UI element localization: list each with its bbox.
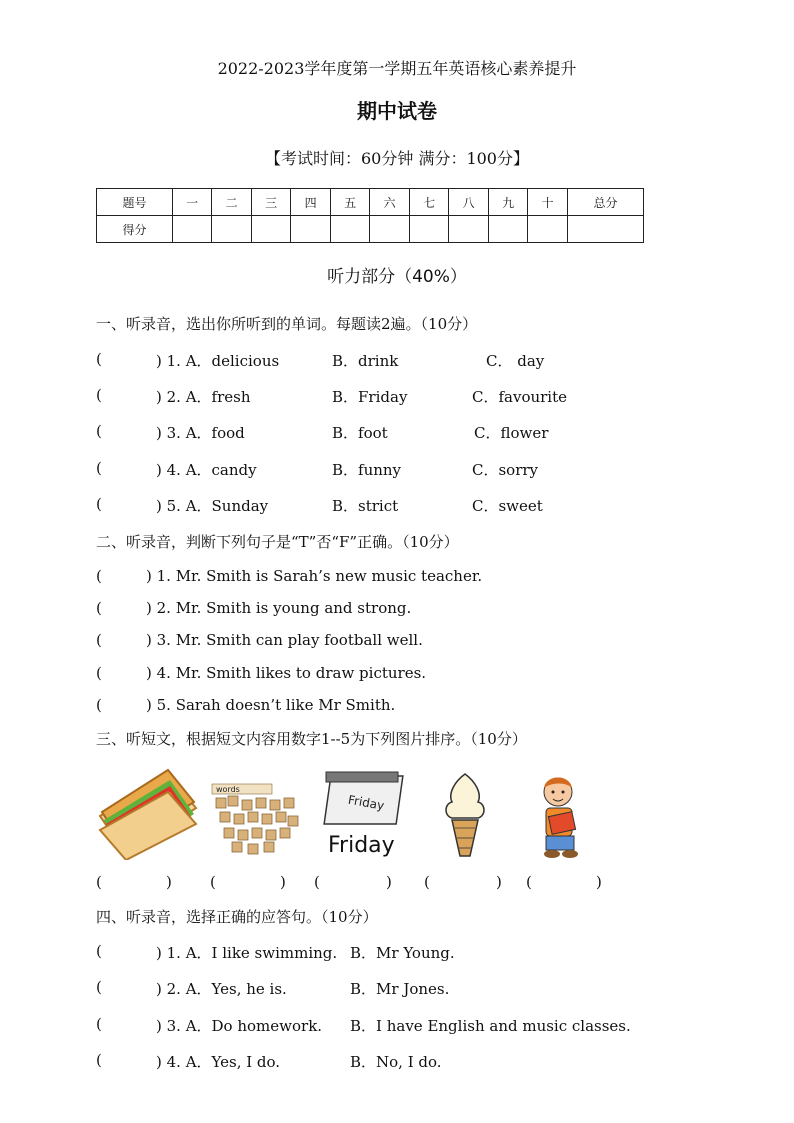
option-a: ) 5. A．Sunday bbox=[156, 497, 269, 515]
score-cell[interactable] bbox=[291, 216, 331, 243]
option-b: B．funny bbox=[332, 461, 402, 479]
order-bracket-close: ) bbox=[166, 873, 172, 891]
score-cell[interactable] bbox=[409, 216, 449, 243]
answer-bracket[interactable]: ( bbox=[96, 978, 102, 996]
exam-time-info: 【考试时间：60分钟 满分：100分】 bbox=[265, 149, 529, 168]
answer-bracket[interactable]: ( bbox=[96, 599, 102, 617]
boy-reading-icon bbox=[532, 768, 592, 860]
statement-text: ) 5. Sarah doesn’t like Mr Smith. bbox=[146, 696, 396, 714]
score-table-cell: 九 bbox=[488, 189, 528, 216]
order-bracket-close: ) bbox=[596, 873, 602, 891]
score-table-cell: 五 bbox=[330, 189, 370, 216]
calendar-caption: Friday bbox=[328, 833, 395, 858]
statement-text: ) 2. Mr. Smith is young and strong. bbox=[146, 599, 412, 617]
option-b: B．No, I do. bbox=[350, 1053, 442, 1071]
exam-year-title: 2022-2023学年度第一学期五年英语核心素养提升 bbox=[217, 59, 577, 78]
score-cell[interactable] bbox=[567, 216, 643, 243]
option-b: B．foot bbox=[332, 424, 388, 442]
option-c: C．favourite bbox=[472, 388, 568, 406]
tiles-word-label: words bbox=[216, 785, 240, 794]
calendar-icon bbox=[318, 768, 414, 860]
picture-row bbox=[96, 768, 616, 860]
option-c: C．flower bbox=[474, 424, 549, 442]
order-bracket-open[interactable]: ( bbox=[96, 873, 102, 891]
score-table-cell: 总分 bbox=[567, 189, 643, 216]
score-table-cell: 一 bbox=[172, 189, 212, 216]
option-a: ) 2. A．fresh bbox=[156, 388, 251, 406]
order-bracket-open[interactable]: ( bbox=[210, 873, 216, 891]
score-table-cell: 七 bbox=[409, 189, 449, 216]
option-a: ) 1. A．delicious bbox=[156, 352, 280, 370]
option-a: ) 3. A．Do homework. bbox=[156, 1017, 323, 1035]
score-table-cell: 八 bbox=[449, 189, 489, 216]
option-b: B．I have English and music classes. bbox=[350, 1017, 631, 1035]
score-cell[interactable] bbox=[330, 216, 370, 243]
answer-bracket[interactable]: ( bbox=[96, 459, 102, 477]
option-c: C．sorry bbox=[472, 461, 539, 479]
part3-title: 三、听短文，根据短文内容用数字1--5为下列图片排序。（10分） bbox=[96, 730, 527, 748]
option-a: ) 3. A．food bbox=[156, 424, 245, 442]
statement-text: ) 4. Mr. Smith likes to draw pictures. bbox=[146, 664, 427, 682]
answer-bracket[interactable]: ( bbox=[96, 1015, 102, 1033]
score-cell[interactable] bbox=[370, 216, 410, 243]
score-cell[interactable] bbox=[212, 216, 252, 243]
order-bracket-open[interactable]: ( bbox=[314, 873, 320, 891]
score-cell[interactable] bbox=[488, 216, 528, 243]
score-cell[interactable] bbox=[528, 216, 568, 243]
option-a: ) 2. A．Yes, he is. bbox=[156, 980, 287, 998]
score-table-cell: 得分 bbox=[97, 216, 173, 243]
sandwich-icon bbox=[96, 768, 200, 860]
option-a: ) 4. A．candy bbox=[156, 461, 257, 479]
part4-title: 四、听录音，选择正确的应答句。（10分） bbox=[96, 908, 378, 926]
statement-text: ) 1. Mr. Smith is Sarah’s new music teacher. bbox=[146, 567, 483, 585]
part2-title: 二、听录音，判断下列句子是“T”否“F”正确。（10分） bbox=[96, 533, 459, 551]
answer-bracket[interactable]: ( bbox=[96, 696, 102, 714]
listening-section-title: 听力部分（40%） bbox=[327, 267, 467, 287]
option-b: B．Mr Young. bbox=[350, 944, 455, 962]
score-table-score-row bbox=[97, 216, 644, 243]
option-c: C． day bbox=[486, 352, 545, 370]
answer-bracket[interactable]: ( bbox=[96, 1051, 102, 1069]
order-bracket-open[interactable]: ( bbox=[424, 873, 430, 891]
option-b: B．Mr Jones. bbox=[350, 980, 450, 998]
answer-bracket[interactable]: ( bbox=[96, 386, 102, 404]
calendar-day-label: Friday bbox=[346, 792, 386, 813]
word-tiles-icon bbox=[208, 768, 304, 860]
answer-bracket[interactable]: ( bbox=[96, 495, 102, 513]
score-table-cell: 十 bbox=[528, 189, 568, 216]
score-table-cell: 二 bbox=[212, 189, 252, 216]
option-a: ) 1. A．I like swimming. bbox=[156, 944, 338, 962]
option-c: C．sweet bbox=[472, 497, 543, 515]
option-b: B．Friday bbox=[332, 388, 408, 406]
order-bracket-open[interactable]: ( bbox=[526, 873, 532, 891]
option-b: B．strict bbox=[332, 497, 399, 515]
ice-cream-icon bbox=[440, 768, 490, 860]
option-b: B．drink bbox=[332, 352, 399, 370]
score-table-cell: 四 bbox=[291, 189, 331, 216]
order-bracket-close: ) bbox=[386, 873, 392, 891]
part1-title: 一、听录音，选出你所听到的单词。每题读2遍。（10分） bbox=[96, 315, 478, 333]
answer-bracket[interactable]: ( bbox=[96, 422, 102, 440]
answer-bracket[interactable]: ( bbox=[96, 631, 102, 649]
exam-main-title: 期中试卷 bbox=[357, 99, 437, 123]
option-a: ) 4. A．Yes, I do. bbox=[156, 1053, 281, 1071]
score-table bbox=[96, 188, 644, 243]
score-cell[interactable] bbox=[172, 216, 212, 243]
statement-text: ) 3. Mr. Smith can play football well. bbox=[146, 631, 423, 649]
score-table-cell: 六 bbox=[370, 189, 410, 216]
answer-bracket[interactable]: ( bbox=[96, 350, 102, 368]
score-table-cell: 题号 bbox=[97, 189, 173, 216]
score-cell[interactable] bbox=[449, 216, 489, 243]
answer-bracket[interactable]: ( bbox=[96, 567, 102, 585]
answer-bracket[interactable]: ( bbox=[96, 942, 102, 960]
order-bracket-close: ) bbox=[496, 873, 502, 891]
score-cell[interactable] bbox=[251, 216, 291, 243]
order-bracket-close: ) bbox=[280, 873, 286, 891]
score-table-cell: 三 bbox=[251, 189, 291, 216]
answer-bracket[interactable]: ( bbox=[96, 664, 102, 682]
score-table-header-row bbox=[97, 189, 644, 216]
